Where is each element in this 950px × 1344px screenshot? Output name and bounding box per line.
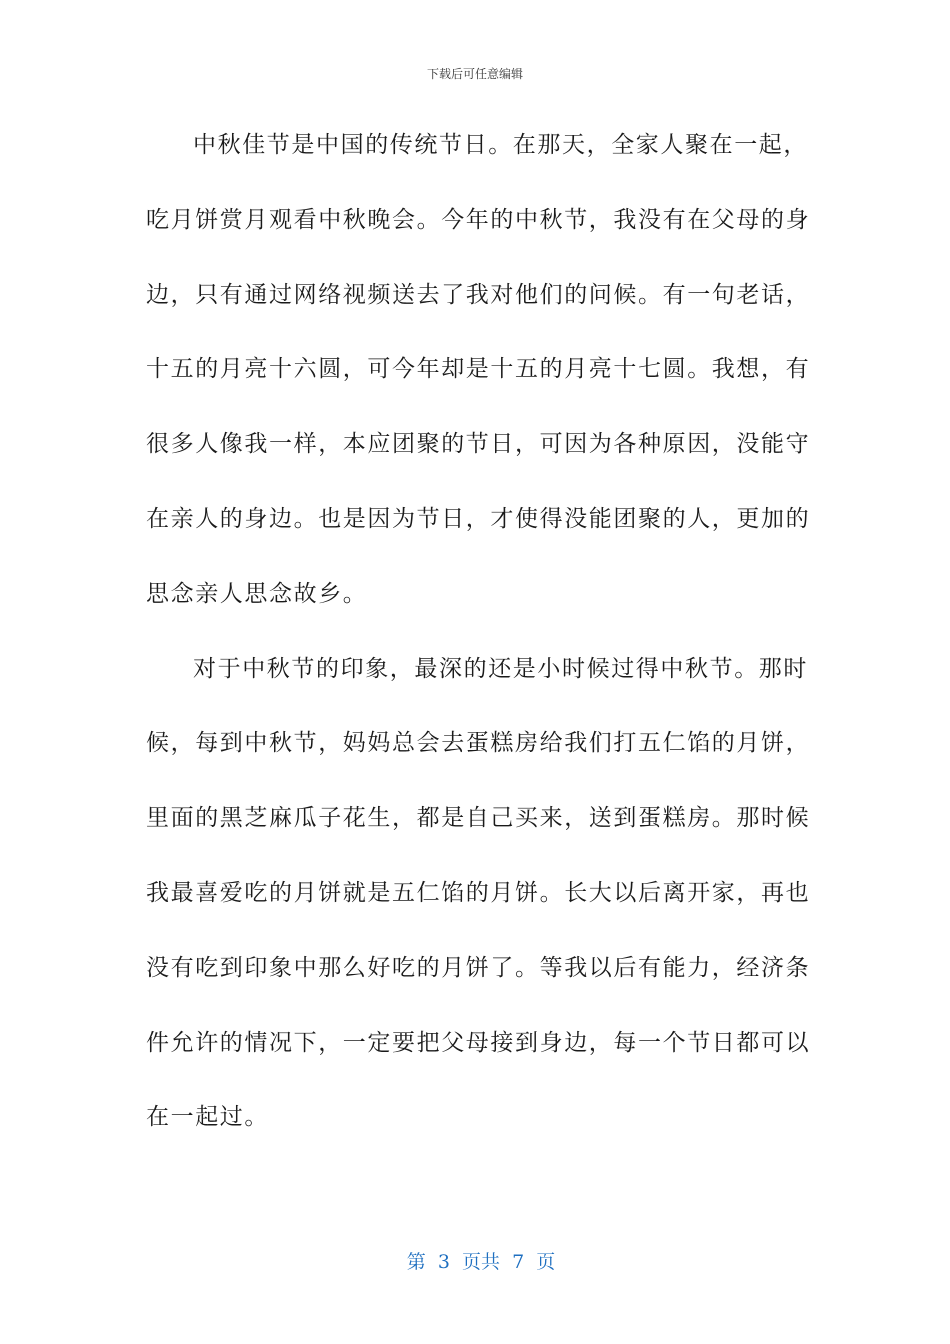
paragraph-1 <box>146 126 811 650</box>
paragraph-line: 思念亲人思念故乡。 <box>146 580 368 607</box>
page-footer <box>0 1226 950 1274</box>
paragraph-line: 在一起过。 <box>146 1104 269 1131</box>
paragraph-line: 件允许的情况下，一定要把父母接到身边，每一个节日都可以 <box>146 1029 811 1056</box>
paragraph-line: 对于中秋节的印象，最深的还是小时候过得中秋节。那时 <box>193 655 808 682</box>
paragraph-2 <box>146 650 811 1174</box>
document-body <box>146 126 811 1173</box>
paragraph-line: 没有吃到印象中那么好吃的月饼了。等我以后有能力，经济条 <box>146 954 811 981</box>
paragraph-line: 十五的月亮十六圆，可今年却是十五的月亮十七圆。我想，有 <box>146 356 811 383</box>
paragraph-line: 候，每到中秋节，妈妈总会去蛋糕房给我们打五仁馅的月饼， <box>146 730 811 757</box>
page-number-label: 第 3 页共 7 页 <box>406 1251 556 1273</box>
paragraph-line: 在亲人的身边。也是因为节日，才使得没能团聚的人，更加的 <box>146 505 811 532</box>
page-header <box>0 66 950 82</box>
paragraph-line: 吃月饼赏月观看中秋晚会。今年的中秋节，我没有在父母的身 <box>146 206 811 233</box>
paragraph-line: 边，只有通过网络视频送去了我对他们的问候。有一句老话， <box>146 281 811 308</box>
paragraph-line: 里面的黑芝麻瓜子花生，都是自己买来，送到蛋糕房。那时候 <box>146 805 811 832</box>
paragraph-line: 中秋佳节是中国的传统节日。在那天，全家人聚在一起， <box>193 132 808 158</box>
header-note: 下载后可任意编辑 <box>426 67 523 81</box>
paragraph-line: 我最喜爱吃的月饼就是五仁馅的月饼。长大以后离开家，再也 <box>146 879 811 906</box>
paragraph-line: 很多人像我一样，本应团聚的节日，可因为各种原因，没能守 <box>146 431 811 458</box>
